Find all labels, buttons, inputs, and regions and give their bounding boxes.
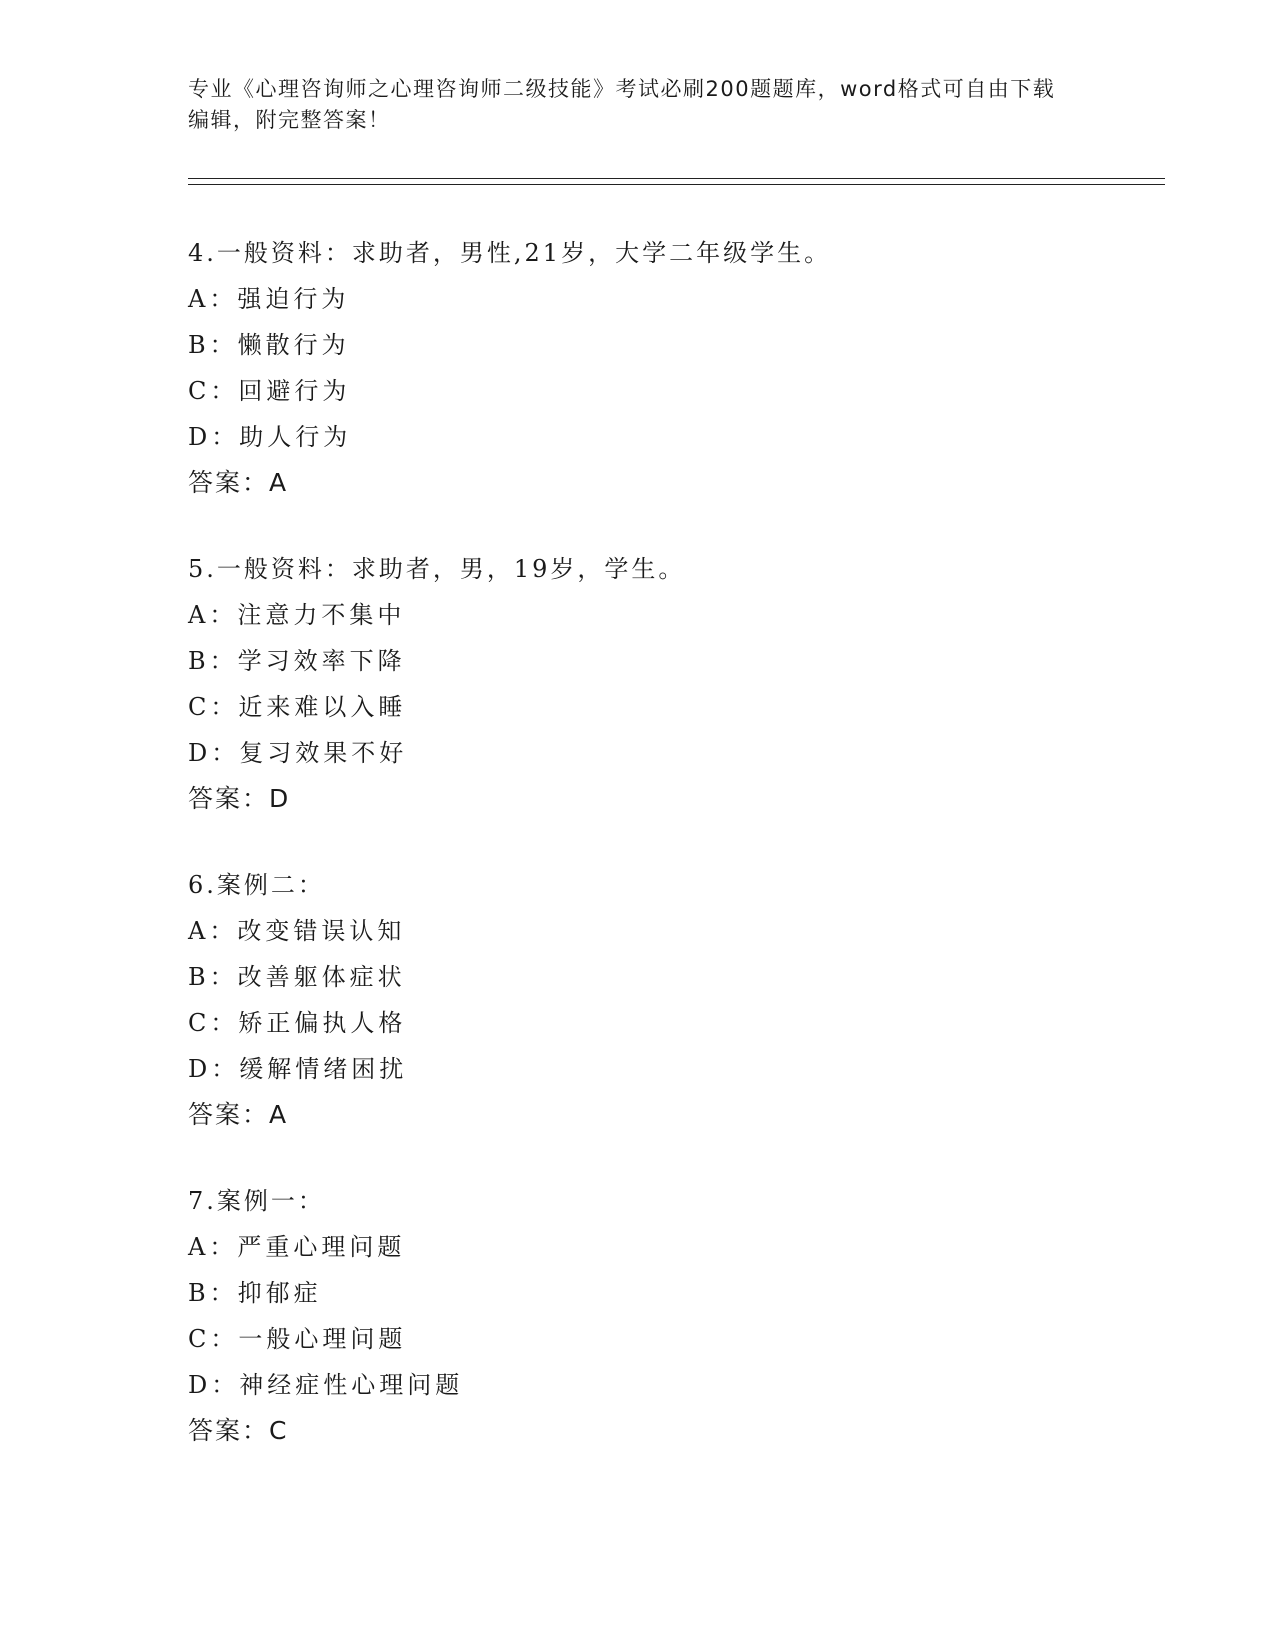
option-c: C：一般心理问题 <box>188 1325 407 1353</box>
option-a: A：注意力不集中 <box>188 601 406 629</box>
option-b: B：抑郁症 <box>188 1279 322 1307</box>
option-d: D：神经症性心理问题 <box>188 1371 464 1399</box>
question-stem: 4.一般资料：求助者，男性,21岁，大学二年级学生。 <box>188 239 832 267</box>
header-divider-bottom <box>188 184 1165 185</box>
question-5 <box>188 546 1168 822</box>
option-d: D：助人行为 <box>188 423 352 451</box>
option-d: D：复习效果不好 <box>188 739 408 767</box>
answer-line: 答案：C <box>188 1416 289 1445</box>
option-a: A：改变错误认知 <box>188 917 406 945</box>
question-4 <box>188 230 1168 506</box>
option-c: C：近来难以入睡 <box>188 693 407 721</box>
option-b: B：改善躯体症状 <box>188 963 406 991</box>
answer-line: 答案：A <box>188 468 289 497</box>
option-c: C：回避行为 <box>188 377 351 405</box>
answer-line: 答案：A <box>188 1100 289 1129</box>
option-b: B：懒散行为 <box>188 331 350 359</box>
header-divider-top <box>188 178 1165 179</box>
option-c: C：矫正偏执人格 <box>188 1009 407 1037</box>
option-b: B：学习效率下降 <box>188 647 406 675</box>
question-stem: 5.一般资料：求助者，男，19岁，学生。 <box>188 555 686 583</box>
question-6 <box>188 862 1168 1138</box>
option-a: A：严重心理问题 <box>188 1233 406 1261</box>
question-7 <box>188 1178 1168 1454</box>
option-d: D：缓解情绪困扰 <box>188 1055 408 1083</box>
question-stem: 6.案例二： <box>188 871 325 899</box>
document-header: 专业《心理咨询师之心理咨询师二级技能》考试必刷200题题库，word格式可自由下载编辑，附完整答案！ <box>188 77 1056 132</box>
question-stem: 7.案例一： <box>188 1187 325 1215</box>
option-a: A：强迫行为 <box>188 285 350 313</box>
answer-line: 答案：D <box>188 784 291 813</box>
